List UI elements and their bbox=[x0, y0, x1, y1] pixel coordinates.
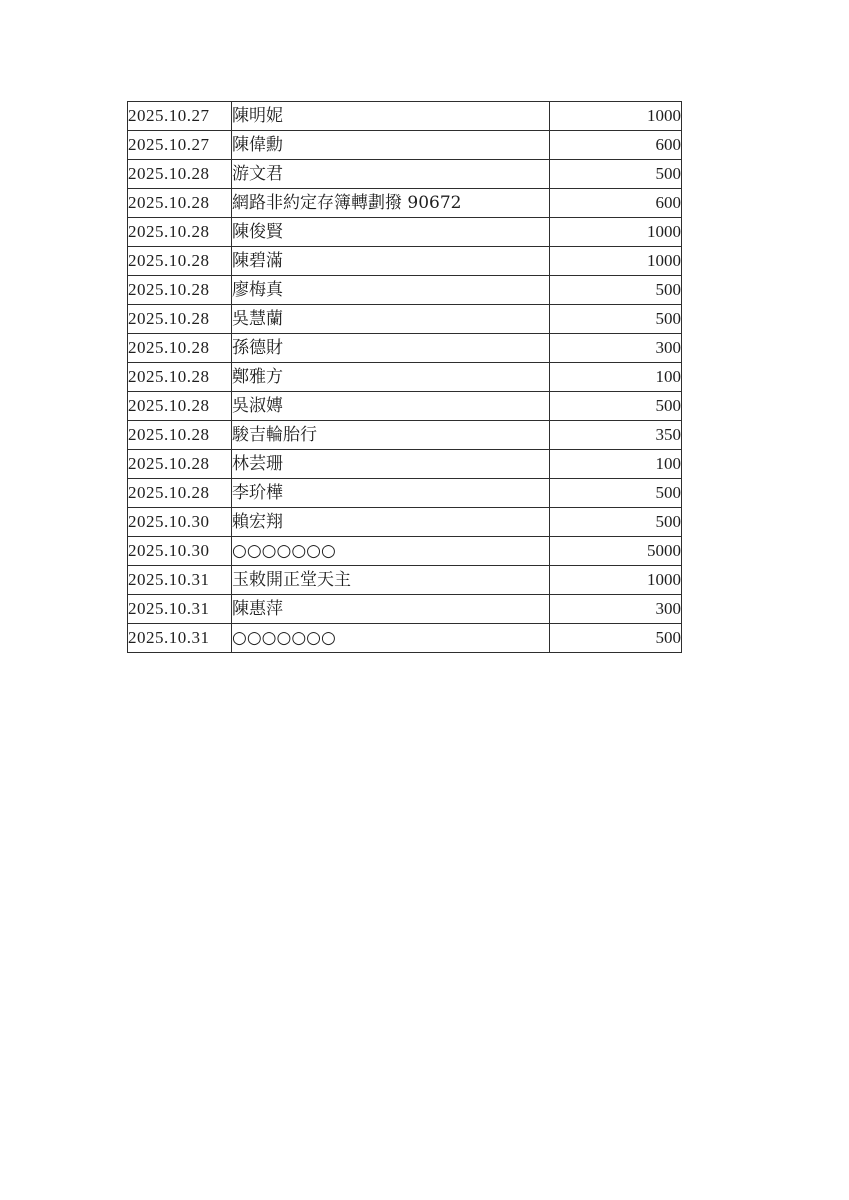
amount-cell: 500 bbox=[550, 624, 682, 653]
name-cell: 陳惠萍 bbox=[232, 595, 550, 624]
table-row bbox=[128, 537, 682, 566]
amount-cell: 100 bbox=[550, 450, 682, 479]
amount-cell: 500 bbox=[550, 276, 682, 305]
name-cell: 鄭雅方 bbox=[232, 363, 550, 392]
date-cell: 2025.10.27 bbox=[128, 131, 232, 160]
amount-cell: 600 bbox=[550, 189, 682, 218]
date-cell: 2025.10.28 bbox=[128, 421, 232, 450]
date-cell: 2025.10.28 bbox=[128, 160, 232, 189]
date-cell: 2025.10.28 bbox=[128, 392, 232, 421]
date-cell: 2025.10.30 bbox=[128, 508, 232, 537]
name-cell: 吳慧蘭 bbox=[232, 305, 550, 334]
name-cell: 吳淑嫥 bbox=[232, 392, 550, 421]
date-cell: 2025.10.28 bbox=[128, 450, 232, 479]
date-cell: 2025.10.28 bbox=[128, 247, 232, 276]
table-row bbox=[128, 102, 682, 131]
table-row bbox=[128, 189, 682, 218]
table-row bbox=[128, 450, 682, 479]
amount-cell: 300 bbox=[550, 595, 682, 624]
date-cell: 2025.10.31 bbox=[128, 566, 232, 595]
date-cell: 2025.10.28 bbox=[128, 218, 232, 247]
amount-cell: 350 bbox=[550, 421, 682, 450]
date-cell: 2025.10.28 bbox=[128, 479, 232, 508]
date-cell: 2025.10.30 bbox=[128, 537, 232, 566]
table-row bbox=[128, 595, 682, 624]
date-cell: 2025.10.28 bbox=[128, 276, 232, 305]
table-row bbox=[128, 160, 682, 189]
amount-cell: 1000 bbox=[550, 566, 682, 595]
date-cell: 2025.10.28 bbox=[128, 305, 232, 334]
date-cell: 2025.10.28 bbox=[128, 334, 232, 363]
amount-cell: 5000 bbox=[550, 537, 682, 566]
table-row bbox=[128, 363, 682, 392]
table-row bbox=[128, 131, 682, 160]
name-cell: 孫德財 bbox=[232, 334, 550, 363]
table-row bbox=[128, 479, 682, 508]
name-cell: ○○○○○○○ bbox=[232, 624, 550, 653]
amount-cell: 1000 bbox=[550, 247, 682, 276]
table-row bbox=[128, 421, 682, 450]
table-row bbox=[128, 392, 682, 421]
name-cell: 廖梅真 bbox=[232, 276, 550, 305]
donation-ledger-table bbox=[127, 101, 682, 653]
date-cell: 2025.10.27 bbox=[128, 102, 232, 131]
amount-cell: 500 bbox=[550, 392, 682, 421]
table-row bbox=[128, 218, 682, 247]
name-cell: 陳俊賢 bbox=[232, 218, 550, 247]
name-cell: ○○○○○○○ bbox=[232, 537, 550, 566]
name-cell: 玉敕開正堂天主 bbox=[232, 566, 550, 595]
name-cell: 李玠樺 bbox=[232, 479, 550, 508]
name-cell: 網路非約定存簿轉劃撥 90672 bbox=[232, 189, 550, 218]
amount-cell: 500 bbox=[550, 160, 682, 189]
table-row bbox=[128, 566, 682, 595]
name-cell: 賴宏翔 bbox=[232, 508, 550, 537]
name-cell: 游文君 bbox=[232, 160, 550, 189]
amount-cell: 500 bbox=[550, 479, 682, 508]
date-cell: 2025.10.31 bbox=[128, 595, 232, 624]
amount-cell: 1000 bbox=[550, 218, 682, 247]
amount-cell: 100 bbox=[550, 363, 682, 392]
amount-cell: 300 bbox=[550, 334, 682, 363]
name-cell: 駿吉輪胎行 bbox=[232, 421, 550, 450]
table-row bbox=[128, 508, 682, 537]
amount-cell: 1000 bbox=[550, 102, 682, 131]
table-row bbox=[128, 624, 682, 653]
name-cell: 陳明妮 bbox=[232, 102, 550, 131]
date-cell: 2025.10.28 bbox=[128, 363, 232, 392]
name-cell: 陳偉勳 bbox=[232, 131, 550, 160]
table-row bbox=[128, 247, 682, 276]
amount-cell: 500 bbox=[550, 305, 682, 334]
name-cell: 陳碧滿 bbox=[232, 247, 550, 276]
amount-cell: 600 bbox=[550, 131, 682, 160]
date-cell: 2025.10.31 bbox=[128, 624, 232, 653]
table-row bbox=[128, 334, 682, 363]
table-row bbox=[128, 305, 682, 334]
name-cell: 林芸珊 bbox=[232, 450, 550, 479]
date-cell: 2025.10.28 bbox=[128, 189, 232, 218]
amount-cell: 500 bbox=[550, 508, 682, 537]
table-row bbox=[128, 276, 682, 305]
